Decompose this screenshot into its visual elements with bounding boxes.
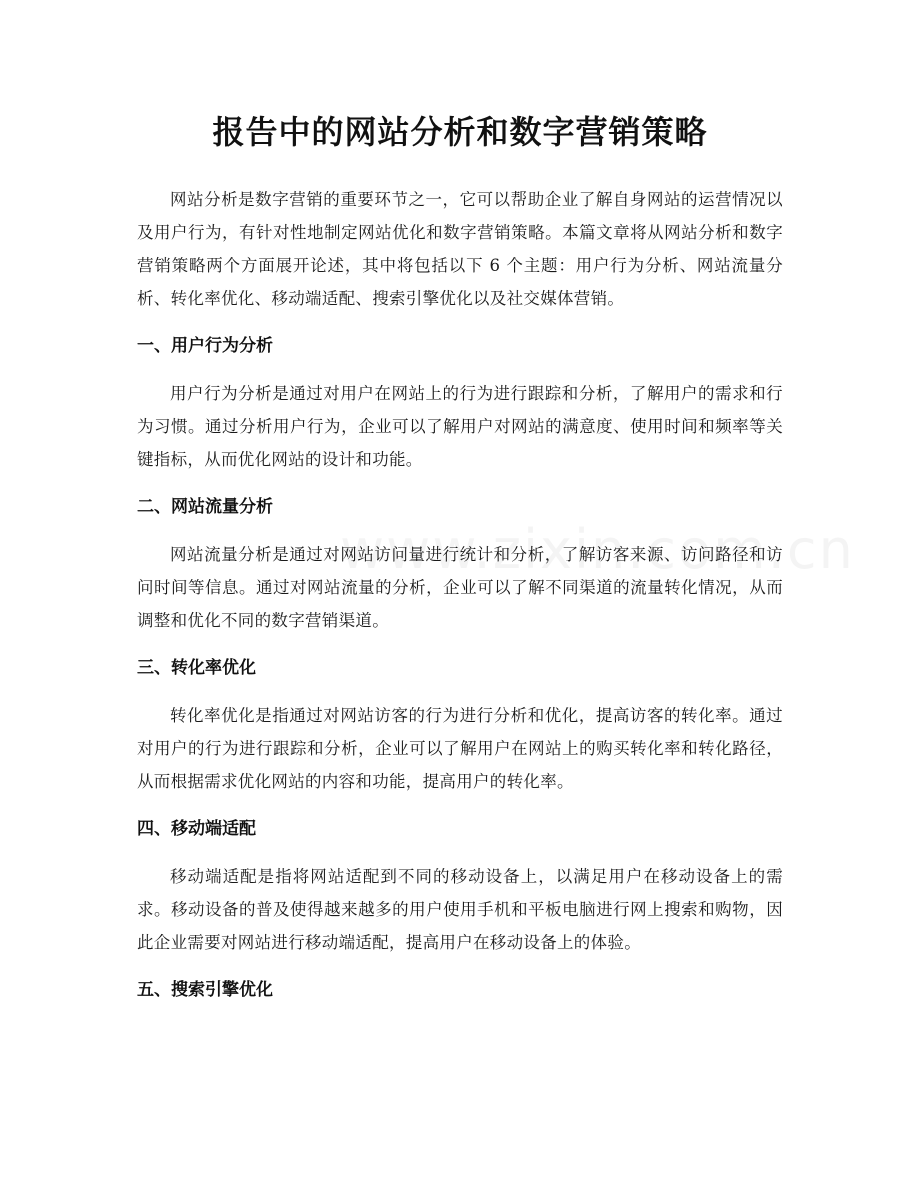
section-heading-mobile: 四、移动端适配	[137, 819, 256, 839]
section-body-mobile: 移动端适配是指将网站适配到不同的移动设备上，以满足用户在移动设备上的需求。移动设备的普及使得越来越多的用户使用手机和平板电脑进行网上搜索和购物，因此企业需要对网站进行移动端适配，提高用户在移动设备上的体验。	[137, 867, 783, 952]
section-body-user-behavior: 用户行为分析是通过对用户在网站上的行为进行跟踪和分析，了解用户的需求和行为习惯。通过分析用户行为，企业可以了解用户对网站的满意度、使用时间和频率等关键指标，从而优化网站的设计和功能。	[137, 384, 783, 469]
intro-paragraph: 网站分析是数字营销的重要环节之一，它可以帮助企业了解自身网站的运营情况以及用户行为，有针对性地制定网站优化和数字营销策略。本篇文章将从网站分析和数字营销策略两个方面展开论述，其中将包括以下 6 个主题：用户行为分析、网站流量分析、转化率优化、移动端适配、搜索引擎优化以及社交媒体营销。	[137, 190, 783, 308]
section-body-conversion: 转化率优化是指通过对网站访客的行为进行分析和优化，提高访客的转化率。通过对用户的行为进行跟踪和分析，企业可以了解用户在网站上的购买转化率和转化路径，从而根据需求优化网站的内容和功能，提高用户的转化率。	[137, 706, 783, 791]
section-body-traffic-analysis: 网站流量分析是通过对网站访问量进行统计和分析，了解访客来源、访问路径和访问时间等信息。通过对网站流量的分析，企业可以了解不同渠道的流量转化情况，从而调整和优化不同的数字营销渠道。	[137, 545, 783, 630]
document-body	[137, 183, 783, 1021]
section-heading-traffic-analysis: 二、网站流量分析	[137, 497, 273, 517]
section-heading-conversion: 三、转化率优化	[137, 658, 256, 678]
section-heading-seo: 五、搜索引擎优化	[137, 980, 273, 1000]
document-title: 报告中的网站分析和数字营销策略	[212, 113, 708, 151]
section-heading-user-behavior: 一、用户行为分析	[137, 336, 273, 356]
